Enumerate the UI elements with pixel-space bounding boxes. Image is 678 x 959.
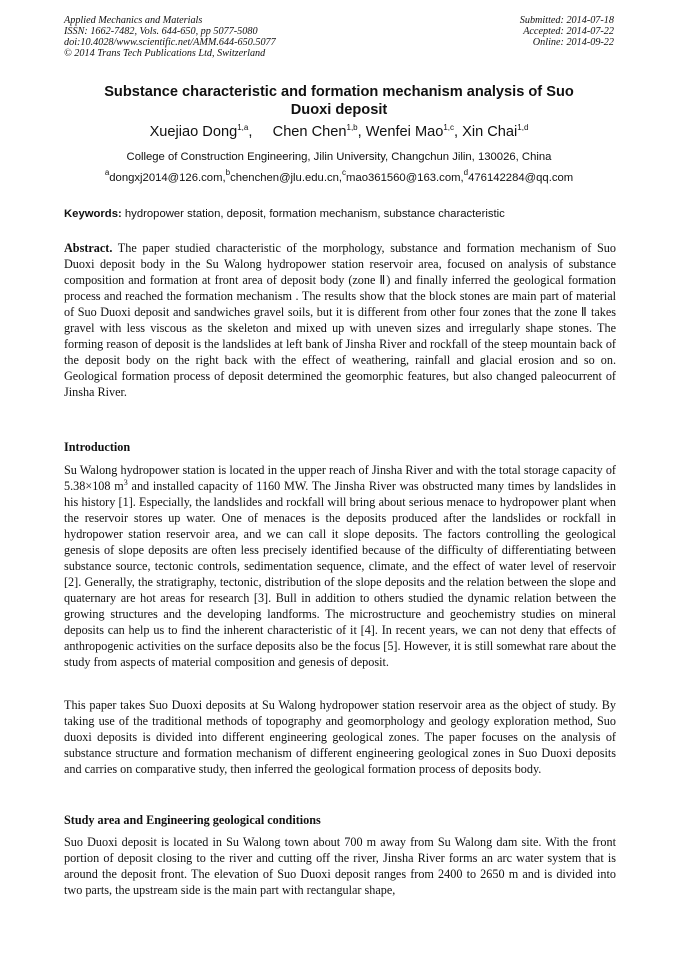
keywords-text: hydropower station, deposit, formation mechanism, substance characteristic — [121, 208, 505, 220]
keywords — [64, 207, 616, 221]
intro-paragraph-2: This paper takes Suo Duoxi deposits at Su Walong hydropower station reservoir area as the object of study. By taking use of the traditional methods of topography and geomorphology and geology exploration method, Suo duoxi deposits is divided into different engineering geological zones. The paper focuses on the analysis of substance structure and formation mechanism of different engineering geological zones in Suo Duoxi deposits and carries on comparative study, then inferred the geological formation process of deposits body. — [64, 698, 616, 776]
abstract-label: Abstract. — [64, 241, 113, 255]
doi-line: doi:10.4028/www.scientific.net/AMM.644-650.5077 — [64, 37, 276, 48]
email-address: chenchen@jlu.edu.cn, — [230, 172, 343, 184]
email-address: mao361560@163.com, — [346, 172, 464, 184]
section-heading-study-area: Study area and Engineering geological conditions — [64, 813, 321, 827]
author-list: Xuejiao Dong$^{1,a}$, Chen Chen$^{1,b}$, Wenfei Mao$^{1,c}$, Xin Chai$^{1,d}$ — [149, 123, 529, 140]
superscript: 3 — [123, 478, 128, 487]
section-heading-introduction: Introduction — [64, 440, 131, 454]
author-name: Xuejiao Dong — [149, 124, 238, 140]
intro-text: Su Walong hydropower station is located in the upper reach of Jinsha River and with the total storage capacity of 5.38×108 m — [64, 463, 616, 493]
affiliation: College of Construction Engineering, Jilin University, Changchun Jilin, 130026, China — [126, 151, 552, 163]
abstract-text: The paper studied characteristic of the morphology, substance and formation mechanism of Suo Duoxi deposit body in the Su Walong hydropower station reservoir area, focused on analysis of substance composition and formation at front area of deposit body (zone Ⅱ) and finally inferred the geological formation process and reached the formation mechanism . The results show that the block stones are main part of material of Suo Duoxi deposit and sandwiches gravel soils, but it is different from other four zones that the zone Ⅱ takes gravel with less viscous as the skeleton and mixed up with uneven sizes and irregularly shape stones. The forming reason of deposit is the landslides at left bank of Jinsha River and rockfall of the steep mountain back of the deposit body on the right back with the effect of weathering, rainfall and glacial erosion and so on. Geological formation process of deposit determined the geomorphic features, but also changed paleocurrent of Jinsha River. — [64, 241, 616, 399]
author-affil-mark: 1,d — [517, 123, 529, 132]
author-name: Wenfei Mao — [365, 124, 444, 140]
journal-header — [64, 15, 276, 59]
keywords-label: Keywords: — [64, 208, 122, 220]
author-affil-mark: 1,b — [346, 123, 358, 132]
author-name: Xin Chai — [462, 124, 518, 140]
submitted-date: Submitted: 2014-07-18 — [519, 15, 614, 26]
title-line: Duoxi deposit — [290, 102, 388, 118]
journal-name: Applied Mechanics and Materials — [64, 15, 203, 26]
accepted-date: Accepted: 2014-07-22 — [523, 26, 614, 37]
paper-title — [60, 83, 618, 119]
title-line: Substance characteristic and formation mechanism analysis of Suo — [104, 84, 574, 100]
email-list — [60, 168, 618, 185]
copyright-line: © 2014 Trans Tech Publications Ltd, Switzerland — [64, 48, 266, 59]
author-affil-mark: 1,a — [237, 123, 249, 132]
email-mark: c — [342, 168, 347, 177]
study-paragraph-1: Suo Duoxi deposit is located in Su Walong town about 700 m away from Su Walong dam site. With the front portion of deposit closing to the river and cutting off the river, Jinsha River forms an arc water system that is around the deposit front. The elevation of Suo Duoxi deposit ranges from 2400 to 2650 m and is divided into two parts, the upstream side is the main part with rectangular shape, — [64, 835, 616, 897]
email-address: dongxj2014@126.com, — [109, 172, 226, 184]
email-mark: b — [225, 168, 231, 177]
author-name: Chen Chen — [272, 124, 347, 140]
issn-line: ISSN: 1662-7482, Vols. 644-650, pp 5077-5080 — [64, 26, 258, 37]
author-affil-mark: 1,c — [443, 123, 455, 132]
email-address: 476142284@qq.com — [468, 172, 574, 184]
email-mark: d — [463, 168, 469, 177]
abstract — [64, 240, 616, 400]
email-mark: a — [104, 168, 110, 177]
dates-header — [520, 15, 614, 48]
intro-text: and installed capacity of 1160 MW. The Jinsha River was obstructed many times by landslides in his history [1]. Especially, the landslides and rockfall will bring about serious menace to hydropower plant when the reservoir stores up water. One of menaces is the deposits produced after the landslides or rockfall in hydropower station reservoir area, and we can call it slope deposits. The factors controlling the geological genesis of slope deposits are often less precisely identified because of the difficulty of differentiating between substance source, tectonic controls, sedimentation sequence, climate, and the effect of water level of reservoir [2]. Generally, the stratigraphy, tectonic, distribution of the slope deposits and the relation between the slope and quaternary are hot areas for research [3]. Bull in addition to others studied the dynamic relation between the growing structures and the developing landforms. The microstructure and geochemistry studies on mineral deposits can help us to find the inherent characteristic of it [4]. In recent years, we can not deny that effects of anthropogenic activities on the surface deposits also be the focus [5]. However, it is still somewhat rare about the study from aspects of material composition and genesis of deposit. — [64, 479, 616, 669]
online-date: Online: 2014-09-22 — [532, 37, 614, 48]
intro-paragraph-1 — [64, 462, 616, 670]
